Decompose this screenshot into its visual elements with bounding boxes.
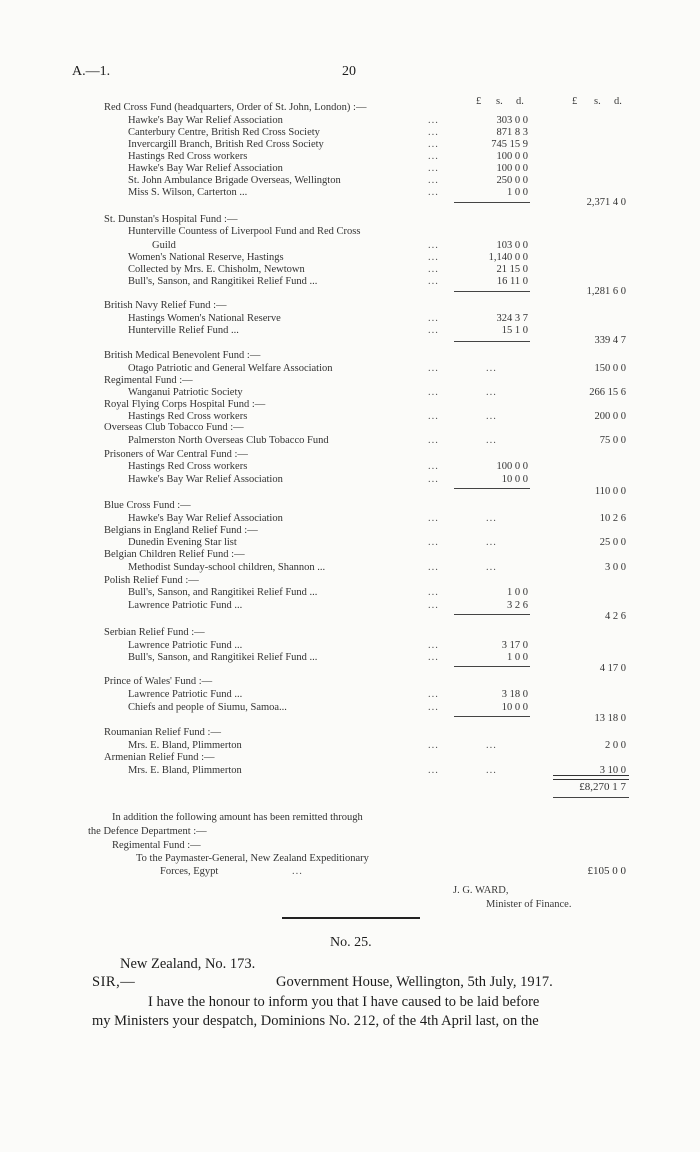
item-amount: 1 0 0 [507,652,528,663]
leader-dots: ... [428,702,439,713]
fund-item-label: Hastings Red Cross workers [128,151,248,162]
fund-heading: Regimental Fund :— [104,375,193,386]
item-amount: 871 8 3 [496,127,528,138]
leader-dots: ... [428,387,439,398]
fund-item-label: Bull's, Sanson, and Rangitikei Relief Fund ... [128,276,318,287]
leader-dots-amount: ... [486,765,497,776]
fund-item-label: Women's National Reserve, Hastings [128,252,284,263]
grand-total-rule-top [553,775,629,780]
leader-dots: ... [428,187,439,198]
group-total: 2,371 4 0 [586,197,626,208]
col-shillings-1: s. [496,96,503,107]
signature-title: Minister of Finance. [486,899,572,910]
body-line-2: my Ministers your despatch, Dominions No. 212, of the 4th April last, on the [92,1013,539,1029]
leader-dots: ... [428,240,439,251]
item-amount: 1 0 0 [507,587,528,598]
leader-dots-amount: ... [486,740,497,751]
fund-item-label: Bull's, Sanson, and Rangitikei Relief Fund ... [128,587,318,598]
leader-dots: ... [428,513,439,524]
subtotal-rule [454,614,530,615]
subtotal-rule [454,202,530,203]
item-amount: 16 11 0 [496,276,528,287]
col-shillings-2: s. [594,96,601,107]
fund-item-label: Lawrence Patriotic Fund ... [128,640,243,651]
item-total: 75 0 0 [599,435,626,446]
leader-dots: ... [428,411,439,422]
fund-item-label: Dunedin Evening Star list [128,537,237,548]
fund-item-label: Mrs. E. Bland, Plimmerton [128,765,242,776]
fund-item-label: Palmerston North Overseas Club Tobacco Fund [128,435,329,446]
fund-item-label: Hunterville Relief Fund ... [128,325,239,336]
fund-item-label: Hastings Red Cross workers [128,411,248,422]
item-amount: 100 0 0 [496,151,528,162]
item-amount: 10 0 0 [501,474,528,485]
item-total: 25 0 0 [599,537,626,548]
fund-item-label: Hawke's Bay War Relief Association [128,513,283,524]
fund-heading: Royal Flying Corps Hospital Fund :— [104,399,266,410]
grand-total: £8,270 1 7 [579,781,626,793]
item-amount: 745 15 9 [491,139,528,150]
leader-dots: ... [428,363,439,374]
item-total: 3 10 0 [599,765,626,776]
item-total: 150 0 0 [594,363,626,374]
leader-dots: ... [428,435,439,446]
item-amount: 3 17 0 [501,640,528,651]
item-amount: 15 1 0 [501,325,528,336]
leader-dots-amount: ... [486,537,497,548]
fund-item-label: Guild [152,240,176,251]
fund-item-label: Collected by Mrs. E. Chisholm, Newtown [128,264,305,275]
fund-item-label: Methodist Sunday-school children, Shannon ... [128,562,326,573]
body-line-1: I have the honour to inform you that I have caused to be laid before [148,994,540,1010]
item-total: 10 2 6 [599,513,626,524]
despatch-ref: New Zealand, No. 173. [120,956,256,972]
fund-item-label: Hastings Women's National Reserve [128,313,281,324]
item-amount: 324 3 7 [496,313,528,324]
fund-item-label: Hawke's Bay War Relief Association [128,474,283,485]
leader-dots-amount: ... [486,363,497,374]
group-total: 110 0 0 [594,486,626,497]
col-pounds-2: £ [572,96,578,107]
leader-dots: ... [428,640,439,651]
col-pence-1: d. [516,96,524,107]
leader-dots: ... [428,151,439,162]
fund-heading: Overseas Club Tobacco Fund :— [104,422,244,433]
item-total: 266 15 6 [589,387,626,398]
fund-item-label: Hawke's Bay War Relief Association [128,115,283,126]
subtotal-rule [454,341,530,342]
section-divider [282,917,420,919]
place-date: Government House, Wellington, 5th July, 1917. [276,974,553,990]
leader-dots: ... [428,689,439,700]
item-amount: 250 0 0 [496,175,528,186]
addition-line-1: In addition the following amount has been remitted through [112,812,363,823]
fund-item-label: Wanganui Patriotic Society [128,387,243,398]
col-pounds-1: £ [476,96,482,107]
fund-item-label: St. John Ambulance Brigade Overseas, Wellington [128,175,341,186]
leader-dots: ... [428,175,439,186]
item-amount: 103 0 0 [496,240,528,251]
fund-item-label: Hastings Red Cross workers [128,461,248,472]
leader-dots: ... [428,313,439,324]
leader-dots: ... [428,264,439,275]
fund-heading: British Navy Relief Fund :— [104,300,227,311]
col-pence-2: d. [614,96,622,107]
page-number: 20 [342,64,356,79]
leader-dots-amount: ... [486,435,497,446]
leader-dots-amount: ... [486,513,497,524]
leader-dots: ... [428,765,439,776]
item-amount: 1,140 0 0 [488,252,528,263]
fund-heading: Polish Relief Fund :— [104,575,199,586]
fund-heading: Prince of Wales' Fund :— [104,676,213,687]
leader-dots: ... [428,562,439,573]
fund-item-label: Hunterville Countess of Liverpool Fund and Red Cross [128,226,361,237]
fund-heading: Belgians in England Relief Fund :— [104,525,258,536]
fund-item-label: Invercargill Branch, British Red Cross Society [128,139,324,150]
group-total: 13 18 0 [594,713,626,724]
leader-dots: ... [428,115,439,126]
subtotal-rule [454,291,530,292]
leader-dots: ... [428,325,439,336]
grand-total-rule-bottom [553,797,629,798]
subtotal-rule [454,716,530,717]
addition-line-2: the Defence Department :— [88,826,207,837]
fund-heading: Serbian Relief Fund :— [104,627,205,638]
fund-item-label: Canterbury Centre, British Red Cross Society [128,127,320,138]
fund-item-label: Bull's, Sanson, and Rangitikei Relief Fund ... [128,652,318,663]
group-total: 4 2 6 [605,611,626,622]
fund-heading: Roumanian Relief Fund :— [104,727,221,738]
fund-item-label: Lawrence Patriotic Fund ... [128,600,243,611]
subtotal-rule [454,666,530,667]
salutation: SIR,— [92,974,136,990]
fund-heading: British Medical Benevolent Fund :— [104,350,261,361]
leader-dots: ... [428,600,439,611]
leader-dots: ... [428,127,439,138]
leader-dots-amount: ... [486,562,497,573]
item-total: 200 0 0 [594,411,626,422]
fund-item-label: Hawke's Bay War Relief Association [128,163,283,174]
despatch-number: No. 25. [330,935,372,950]
item-amount: 3 18 0 [501,689,528,700]
leader-dots: ... [428,587,439,598]
group-total: 4 17 0 [599,663,626,674]
leader-dots-amount: ... [486,387,497,398]
document-reference: A.—1. [72,64,111,79]
item-total: 2 0 0 [605,740,626,751]
item-amount: 10 0 0 [501,702,528,713]
leader-dots: ... [428,276,439,287]
fund-heading: Armenian Relief Fund :— [104,752,215,763]
signature-name: J. G. WARD, [453,885,509,896]
leader-dots-amount: ... [486,411,497,422]
addition-item-2: Forces, Egypt [160,866,219,877]
group-total: 339 4 7 [594,335,626,346]
group-total: 1,281 6 0 [586,286,626,297]
fund-heading: Prisoners of War Central Fund :— [104,449,248,460]
fund-heading: St. Dunstan's Hospital Fund :— [104,214,238,225]
item-amount: 3 2 6 [507,600,528,611]
item-amount: 100 0 0 [496,461,528,472]
subtotal-rule [454,488,530,489]
fund-heading: Blue Cross Fund :— [104,500,191,511]
addition-item-1: To the Paymaster-General, New Zealand Expeditionary [136,853,369,864]
item-amount: 1 0 0 [507,187,528,198]
leader-dots: ... [428,252,439,263]
addition-amount: £105 0 0 [587,865,626,877]
item-total: 3 0 0 [605,562,626,573]
fund-heading: Red Cross Fund (headquarters, Order of St. John, London) :— [104,102,367,113]
addition-dots: ... [292,866,303,877]
item-amount: 303 0 0 [496,115,528,126]
leader-dots: ... [428,652,439,663]
item-amount: 100 0 0 [496,163,528,174]
leader-dots: ... [428,461,439,472]
leader-dots: ... [428,474,439,485]
fund-item-label: Otago Patriotic and General Welfare Association [128,363,333,374]
leader-dots: ... [428,537,439,548]
fund-item-label: Lawrence Patriotic Fund ... [128,689,243,700]
leader-dots: ... [428,139,439,150]
fund-item-label: Mrs. E. Bland, Plimmerton [128,740,242,751]
fund-item-label: Miss S. Wilson, Carterton ... [128,187,248,198]
fund-item-label: Chiefs and people of Siumu, Samoa... [128,702,287,713]
item-amount: 21 15 0 [496,264,528,275]
addition-fund: Regimental Fund :— [112,840,201,851]
fund-heading: Belgian Children Relief Fund :— [104,549,245,560]
leader-dots: ... [428,740,439,751]
leader-dots: ... [428,163,439,174]
